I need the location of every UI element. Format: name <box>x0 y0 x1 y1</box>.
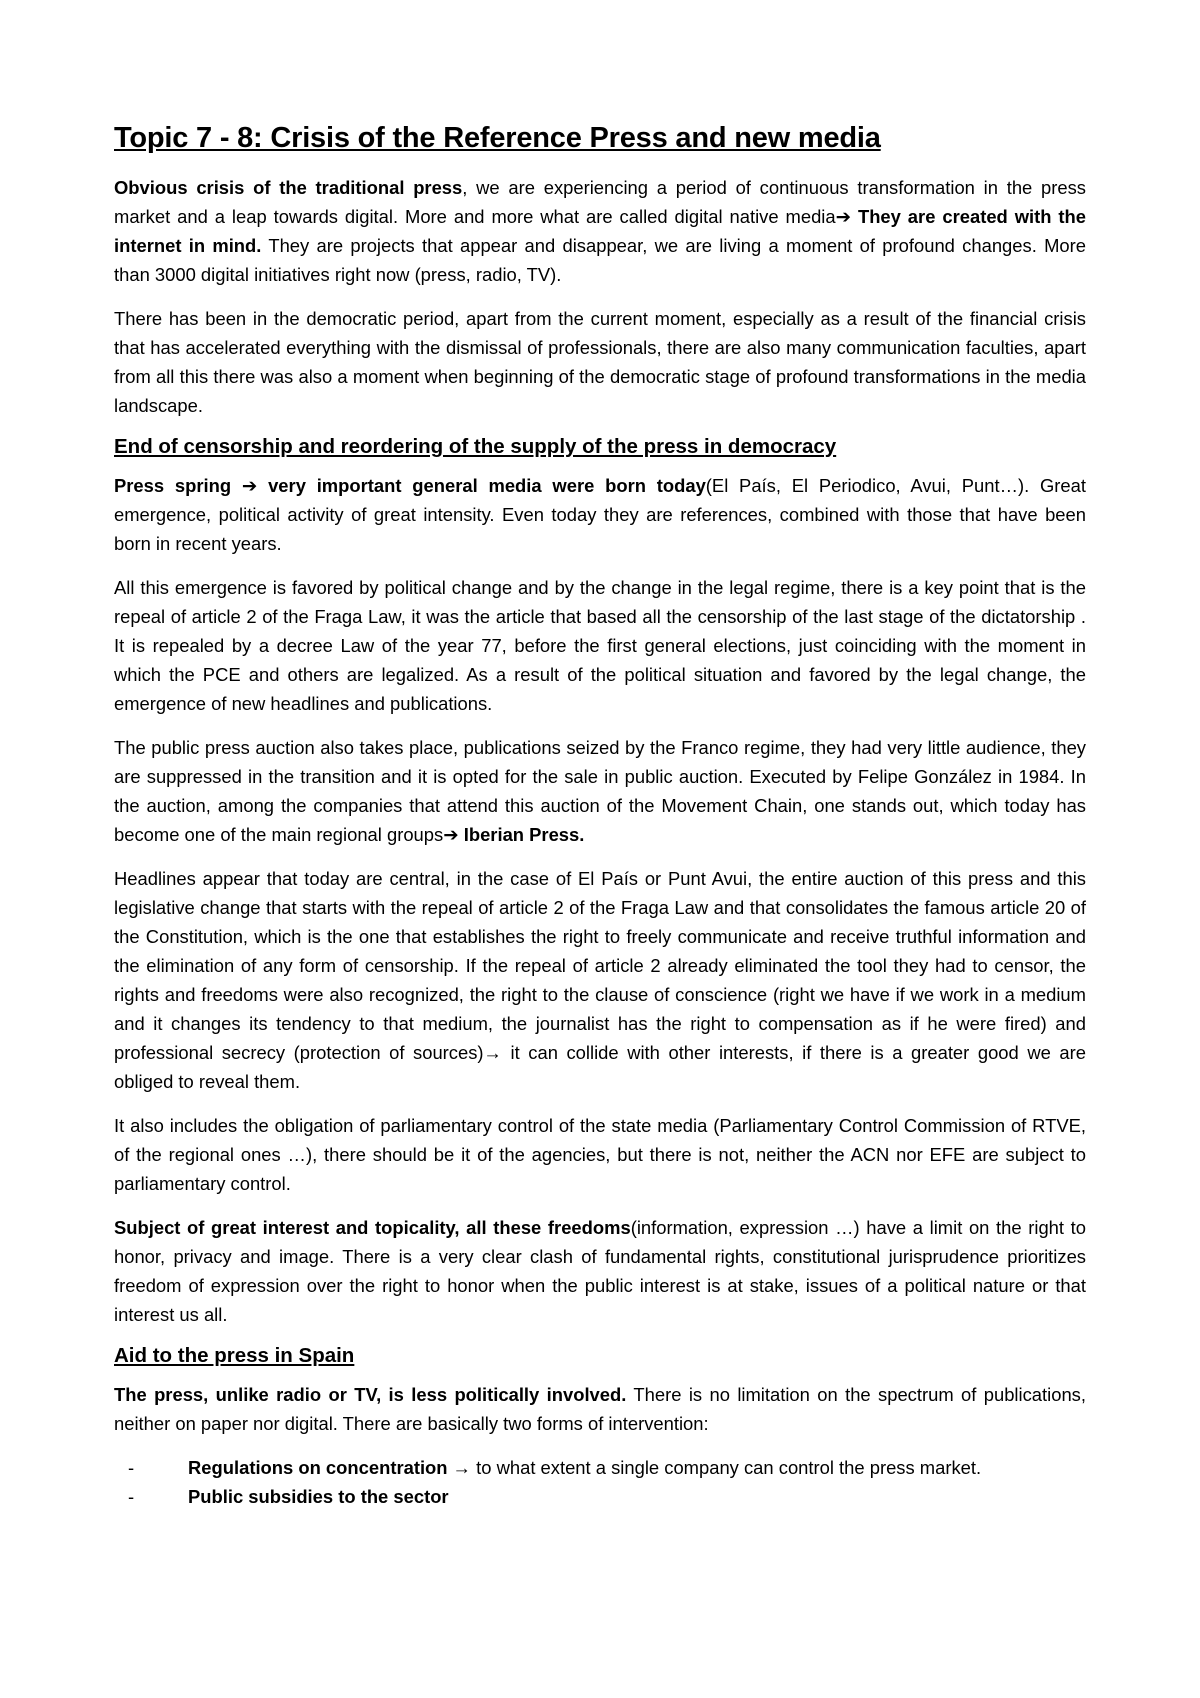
bold-phrase: Obvious crisis of the traditional press <box>114 177 463 198</box>
page-title: Topic 7 - 8: Crisis of the Reference Press and new media <box>114 122 881 154</box>
arrow-right-icon: → <box>483 1042 502 1063</box>
list-marker: - <box>128 1457 135 1478</box>
bold-phrase: Subject of great interest and topicality, all these freedoms <box>114 1217 631 1238</box>
section-heading-aid: Aid to the press in Spain <box>114 1344 355 1367</box>
arrow-right-icon: → <box>452 1457 472 1478</box>
bold-phrase: They are created with the internet in mind. <box>114 206 1086 256</box>
text-run: to what extent a single company can control the press market. <box>471 1457 982 1478</box>
arrow-right-icon: ➔ <box>443 824 459 845</box>
text-run: There is no limitation on the spectrum of publications, neither on paper nor digital. There are basically two forms of intervention: <box>114 1384 1086 1434</box>
arrow-right-icon: ➔ <box>241 475 258 496</box>
list-item <box>114 1453 1086 1482</box>
text-run: it can collide with other interests, if there is a greater good we are obliged to reveal them. <box>114 1042 1086 1092</box>
text-run: The public press auction also takes place, publications seized by the Franco regime, they had very little audience, they are suppressed in the transition and it is opted for the sale in public auction. Executed by Felipe González in 1984. In the auction, among the companies that attend this auction of the Movement Chain, one stands out, which today has become one of the main regional groups <box>114 737 1086 845</box>
text-run: (El País, El Periodico, Avui, Punt…). Great emergence, political activity of great intensity. Even today they are references, combined with those that have been born in recent years. <box>114 475 1086 554</box>
paragraph-press-auction <box>114 733 1086 849</box>
paragraph-article-20 <box>114 864 1086 1096</box>
arrow-right-icon: ➔ <box>835 206 852 227</box>
text-run: They are projects that appear and disappear, we are living a moment of profound changes. More than 3000 digital initiatives right now (press, radio, TV). <box>114 235 1086 285</box>
bold-phrase: The press, unlike radio or TV, is less politically involved. <box>114 1384 627 1405</box>
paragraph-crisis-intro <box>114 173 1086 289</box>
text-run: (information, expression …) have a limit on the right to honor, privacy and image. There is a very clear clash of fundamental rights, constitutional jurisprudence prioritizes freedom of expression over the right to honor when the public interest is at stake, issues of a political nature or that interest us all. <box>114 1217 1086 1325</box>
paragraph-freedoms-limit <box>114 1213 1086 1329</box>
bold-phrase: Public subsidies to the sector <box>188 1486 449 1507</box>
paragraph-parliamentary-control: It also includes the obligation of parliamentary control of the state media (Parliamentary Control Commission of RTVE, of the regional ones …), there should be it of the agencies, but there is not, neither the ACN nor EFE are subject to parliamentary control. <box>114 1115 1086 1194</box>
text-run: Headlines appear that today are central, in the case of El País or Punt Avui, the entire auction of this press and this legislative change that starts with the repeal of article 2 of the Fraga Law and that consolidates the famous article 20 of the Constitution, which is the one that establishes the right to freely communicate and receive truthful information and the elimination of any form of censorship. If the repeal of article 2 already eliminated the tool they had to censor, the rights and freedoms were also recognized, the right to the clause of conscience (right we have if we work in a medium and it changes its tendency to that medium, the journalist has the right to compensation as if he were fired) and professional secrecy (protection of sources) <box>114 868 1086 1063</box>
bold-phrase: Regulations on concentration <box>188 1457 453 1478</box>
bold-phrase: very important general media were born today <box>257 475 706 496</box>
paragraph-press-spring <box>114 471 1086 558</box>
list-marker: - <box>128 1486 135 1507</box>
bold-phrase: Iberian Press. <box>458 824 585 845</box>
bold-phrase: Press spring <box>114 475 242 496</box>
section-heading-censorship: End of censorship and reordering of the supply of the press in democracy <box>114 435 837 458</box>
paragraph-press-intervention <box>114 1380 1086 1438</box>
paragraph-fraga-law: All this emergence is favored by political change and by the change in the legal regime, there is a key point that is the repeal of article 2 of the Fraga Law, it was the article that based all the censorship of the last stage of the dictatorship . It is repealed by a decree Law of the year 77, before the first general elections, just coinciding with the moment in which the PCE and others are legalized. As a result of the political situation and favored by the legal change, the emergence of new headlines and publications. <box>114 577 1086 714</box>
text-run: , we are experiencing a period of continuous transformation in the press market and a leap towards digital. More and more what are called digital native media <box>114 177 1086 227</box>
list-item <box>114 1482 1086 1511</box>
paragraph-democratic-period: There has been in the democratic period, apart from the current moment, especially as a result of the financial crisis that has accelerated everything with the dismissal of professionals, there are also many communication faculties, apart from all this there was also a moment when beginning of the democratic stage of profound transformations in the media landscape. <box>114 308 1086 416</box>
intervention-list <box>114 1453 1086 1511</box>
